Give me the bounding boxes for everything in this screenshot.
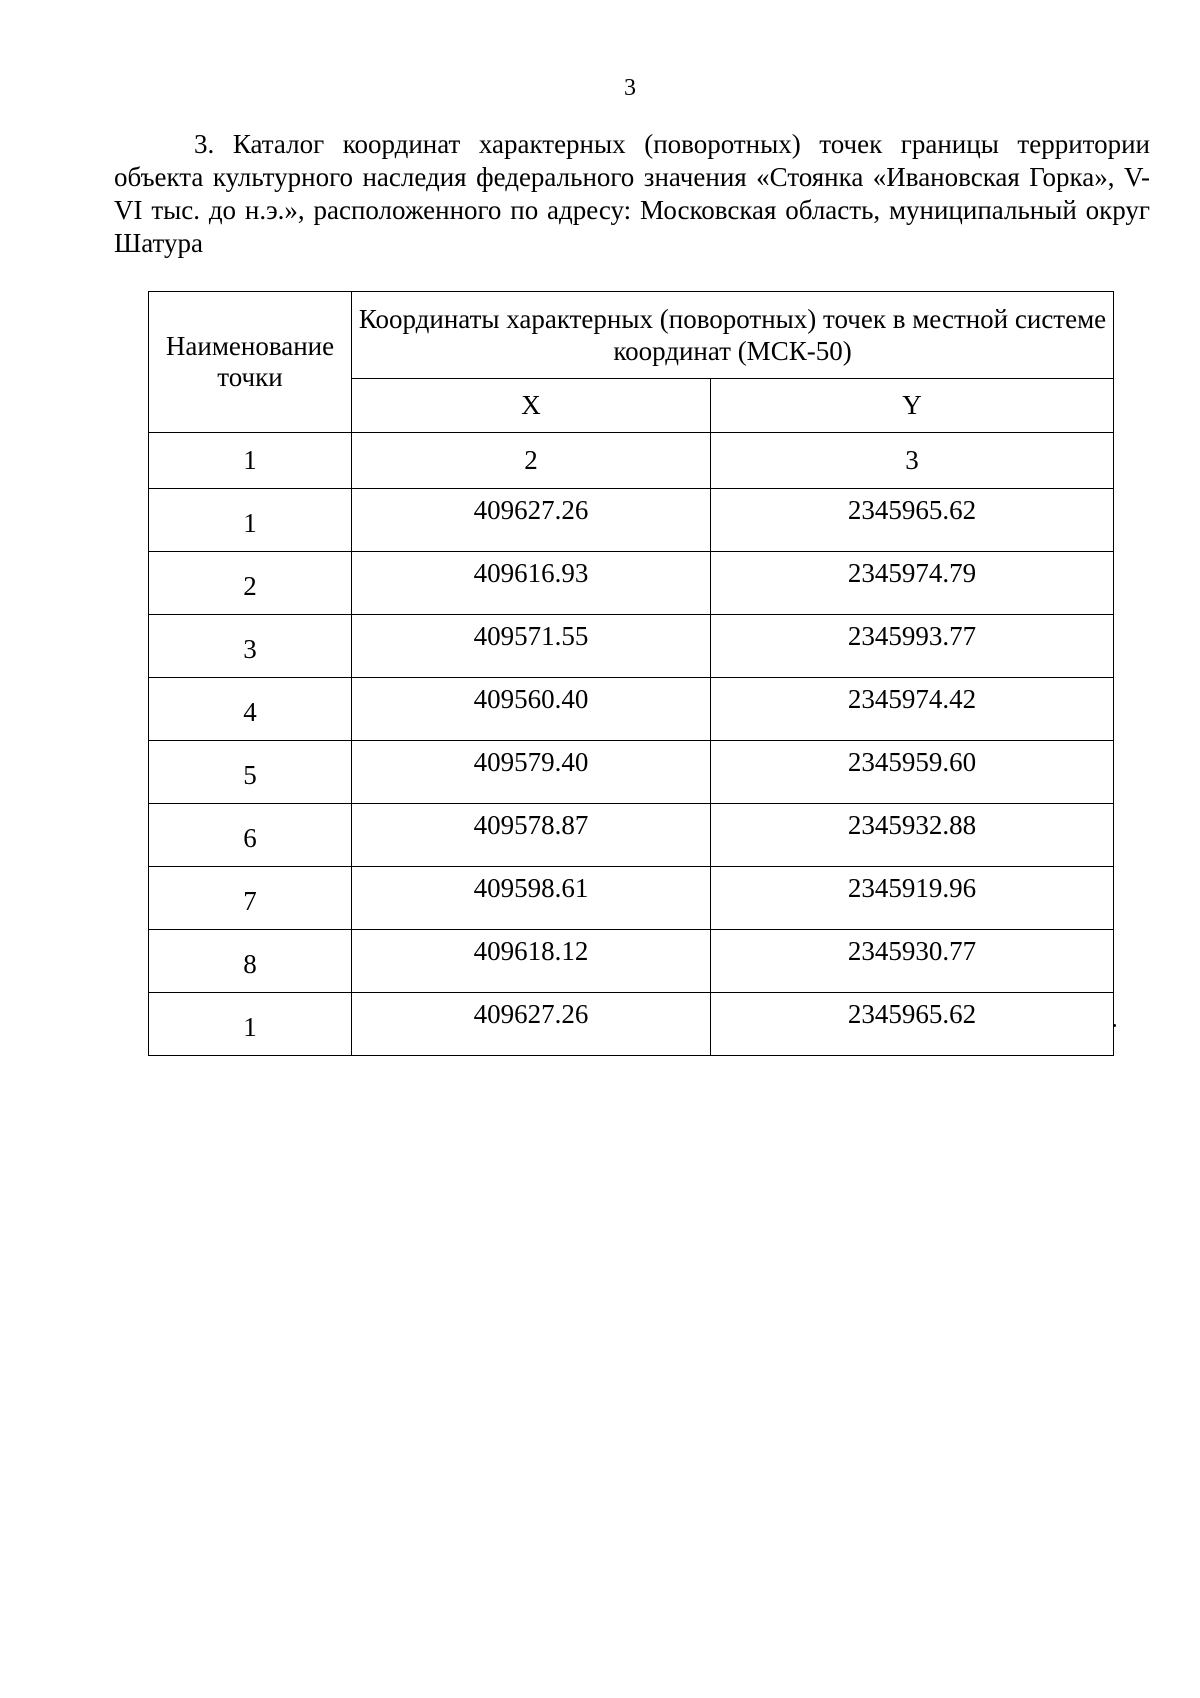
- table-row: [149, 552, 1114, 615]
- y-value: 2345974.42: [711, 678, 1114, 741]
- page-number: 3: [624, 75, 636, 101]
- point-name: 5: [149, 741, 352, 804]
- column-number-3: 3: [711, 433, 1114, 489]
- x-header: X: [352, 379, 711, 433]
- table-row: [149, 993, 1114, 1056]
- point-name: 1: [149, 993, 352, 1056]
- table-row: [149, 678, 1114, 741]
- point-name: 1: [149, 489, 352, 552]
- x-value: 409616.93: [352, 552, 711, 615]
- y-value: 2345965.62: [711, 489, 1114, 552]
- table-row: [149, 741, 1114, 804]
- y-value: 2345974.79: [711, 552, 1114, 615]
- point-name: 8: [149, 930, 352, 993]
- table-row: [149, 489, 1114, 552]
- point-name: 3: [149, 615, 352, 678]
- y-value: 2345919.96: [711, 867, 1114, 930]
- table-row: [149, 615, 1114, 678]
- point-name: 4: [149, 678, 352, 741]
- y-value: 2345932.88: [711, 804, 1114, 867]
- coordinates-header: Координаты характерных (поворотных) точек в местной системе координат (МСК-50): [352, 292, 1114, 379]
- table-row: [149, 930, 1114, 993]
- column-number-1: 1: [149, 433, 352, 489]
- x-value: 409627.26: [352, 993, 711, 1056]
- y-header: Y: [711, 379, 1114, 433]
- x-value: 409571.55: [352, 615, 711, 678]
- x-value: 409578.87: [352, 804, 711, 867]
- point-name: 7: [149, 867, 352, 930]
- point-name: 6: [149, 804, 352, 867]
- column-numbering-row: [149, 433, 1114, 489]
- x-value: 409598.61: [352, 867, 711, 930]
- catalog-heading: 3. Каталог координат характерных (поворотных) точек границы территории объекта культурного наследия федерального значения «Стоянка «Ивановская Горка», V-VI тыс. до н.э.», расположенного по адресу: Московская область, муниципальный округ Шатура: [114, 129, 1150, 258]
- x-value: 409618.12: [352, 930, 711, 993]
- x-value: 409579.40: [352, 741, 711, 804]
- y-value: 2345930.77: [711, 930, 1114, 993]
- table-row: [149, 804, 1114, 867]
- y-value: 2345965.62: [711, 993, 1114, 1056]
- point-name: 2: [149, 552, 352, 615]
- table-row: [149, 867, 1114, 930]
- y-value: 2345993.77: [711, 615, 1114, 678]
- x-value: 409560.40: [352, 678, 711, 741]
- column-number-2: 2: [352, 433, 711, 489]
- stray-dot: [1113, 1024, 1116, 1027]
- x-value: 409627.26: [352, 489, 711, 552]
- point-name-header: Наименование точки: [149, 292, 352, 433]
- y-value: 2345959.60: [711, 741, 1114, 804]
- coordinates-table: [148, 291, 1114, 1056]
